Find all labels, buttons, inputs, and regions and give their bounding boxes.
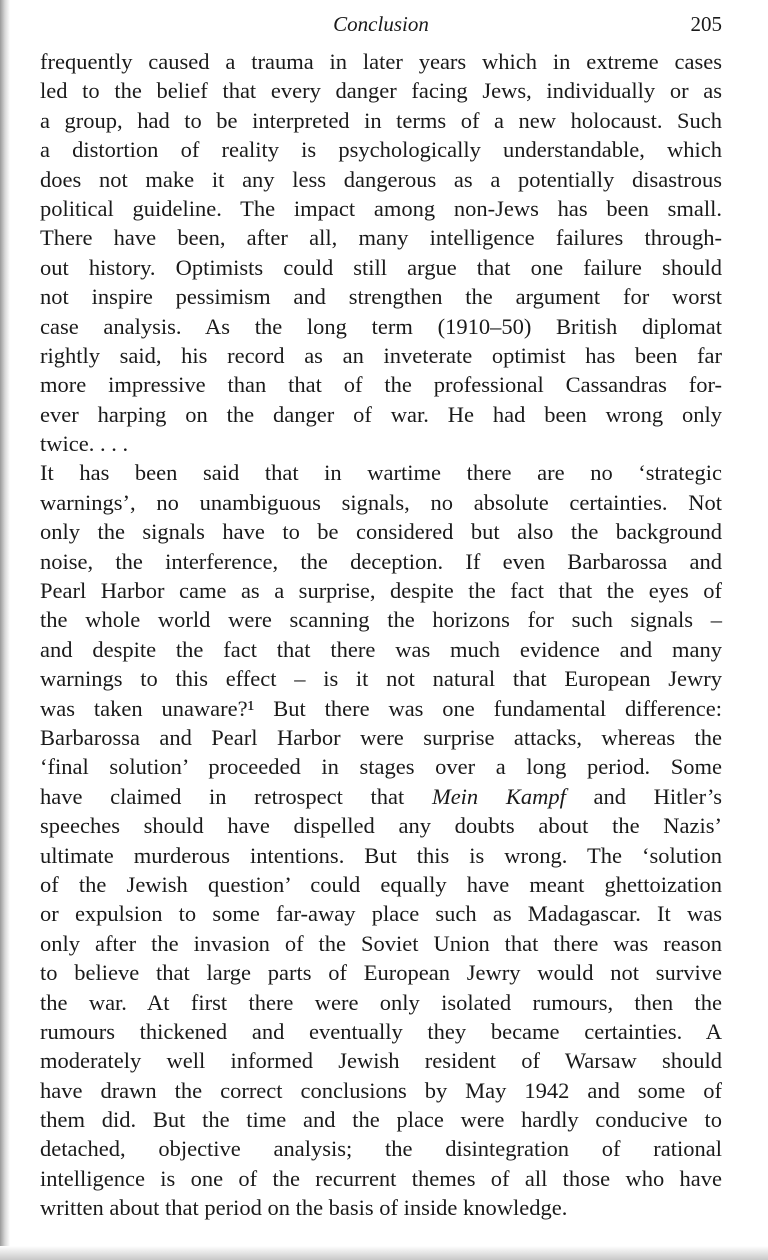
body-text <box>40 47 722 1223</box>
text-line: warnings to this effect – is it not natural that European Jewry <box>40 666 722 692</box>
text-span: have claimed in retrospect that <box>40 783 432 809</box>
text-line: them did. But the time and the place were hardly conducive to <box>40 1107 722 1133</box>
text-line: and despite the fact that there was much evidence and many <box>40 636 722 662</box>
text-line: twice. . . . <box>40 431 129 457</box>
text-line: frequently caused a trauma in later years which in extreme cases <box>40 49 722 74</box>
text-line: detached, objective analysis; the disintegration of rational <box>40 1136 722 1162</box>
text-line: ultimate murderous intentions. But this is wrong. The ‘solution <box>40 842 722 868</box>
text-line: more impressive than that of the professional Cassandras for- <box>40 372 722 398</box>
text-line: of the Jewish question’ could equally have meant ghettoization <box>40 871 722 897</box>
text-line: led to the belief that every danger facing Jews, individually or as <box>40 78 722 104</box>
text-line: It has been said that in wartime there are no ‘strategic <box>40 460 722 486</box>
text-line: rumours thickened and eventually they became certainties. A <box>40 1018 722 1044</box>
text-line: to believe that large parts of European Jewry would not survive <box>40 960 722 986</box>
text-line: written about that period on the basis of inside knowledge. <box>40 1195 568 1221</box>
text-line: not inspire pessimism and strengthen the argument for worst <box>40 284 722 310</box>
text-line: speeches should have dispelled any doubts about the Nazis’ <box>40 813 722 839</box>
text-line <box>40 782 722 811</box>
scan-bottom-shadow <box>0 1246 768 1260</box>
running-title: Conclusion <box>333 12 429 36</box>
text-line: a distortion of reality is psychologically understandable, which <box>40 137 722 163</box>
text-line: only the signals have to be considered but also the background <box>40 519 722 545</box>
text-line: only after the invasion of the Soviet Union that there was reason <box>40 930 722 956</box>
text-line: warnings’, no unambiguous signals, no absolute certainties. Not <box>40 489 722 515</box>
scan-edge-shadow <box>0 0 10 1260</box>
text-line: case analysis. As the long term (1910–50) British diplomat <box>40 313 722 339</box>
text-line: intelligence is one of the recurrent themes of all those who have <box>40 1165 722 1191</box>
italic-title: Mein Kampf <box>431 783 566 809</box>
text-span: and Hitler’s <box>565 783 722 809</box>
text-line: Pearl Harbor came as a surprise, despite the fact that the eyes of <box>40 578 722 604</box>
text-line: There have been, after all, many intelligence failures through- <box>40 225 722 251</box>
text-line: ever harping on the danger of war. He had been wrong only <box>40 401 722 427</box>
text-line: out history. Optimists could still argue that one failure should <box>40 254 722 280</box>
text-line: was taken unaware?¹ But there was one fundamental difference: <box>40 695 722 721</box>
text-line: the war. At first there were only isolated rumours, then the <box>40 989 722 1015</box>
text-line: the whole world were scanning the horizons for such signals – <box>40 607 722 633</box>
page-header <box>40 12 722 42</box>
text-line: have drawn the correct conclusions by May 1942 and some of <box>40 1077 722 1103</box>
text-line: a group, had to be interpreted in terms of a new holocaust. Such <box>40 107 722 133</box>
page-number: 205 <box>690 12 722 36</box>
text-line: political guideline. The impact among non-Jews has been small. <box>40 195 722 221</box>
text-line: ‘final solution’ proceeded in stages over a long period. Some <box>40 754 722 780</box>
text-line: noise, the interference, the deception. If even Barbarossa and <box>40 548 722 574</box>
text-line: or expulsion to some far-away place such as Madagascar. It was <box>40 901 722 927</box>
text-line: does not make it any less dangerous as a potentially disastrous <box>40 166 722 192</box>
text-line: rightly said, his record as an inveterate optimist has been far <box>40 342 722 368</box>
text-line: moderately well informed Jewish resident of Warsaw should <box>40 1048 722 1074</box>
text-line: Barbarossa and Pearl Harbor were surprise attacks, whereas the <box>40 724 722 750</box>
